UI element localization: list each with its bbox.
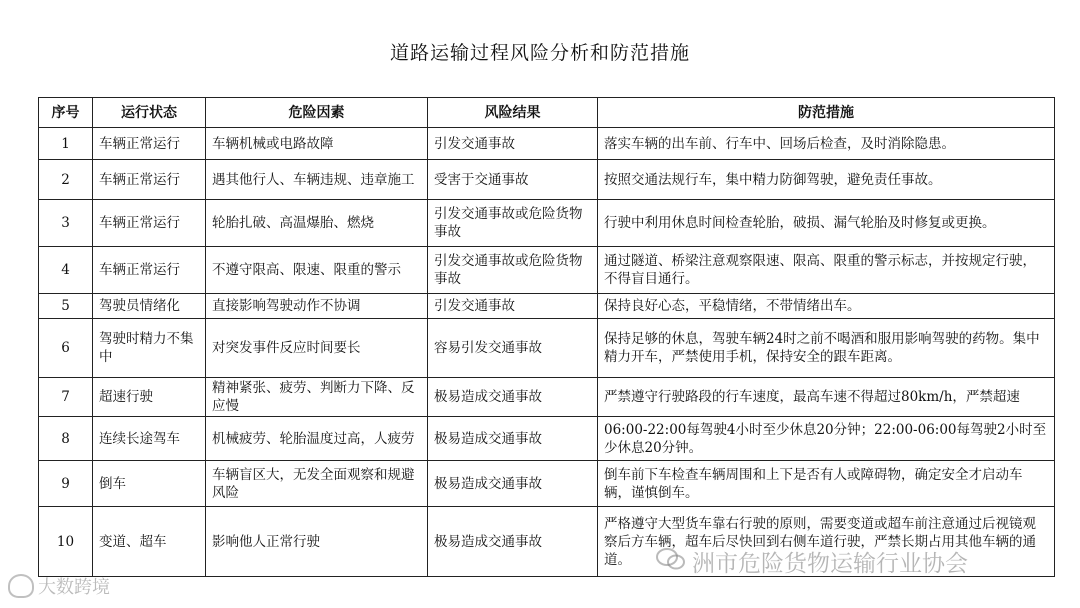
header-hazard: 危险因素: [206, 98, 428, 128]
row-measure: 倒车前下车检查车辆周围和上下是否有人或障碍物，确定安全才启动车辆，谨慎倒车。: [598, 461, 1055, 507]
row-measure: 严禁遵守行驶路段的行车速度，最高车速不得超过80km/h，严禁超速: [598, 378, 1055, 417]
row-state: 车辆正常运行: [93, 200, 206, 247]
table-row: [39, 294, 1055, 319]
row-state: 超速行驶: [93, 378, 206, 417]
table-row: [39, 247, 1055, 294]
row-hazard: 车辆盲区大，无发全面观察和规避风险: [206, 461, 428, 507]
row-hazard: 精神紧张、疲劳、判断力下降、反应慢: [206, 378, 428, 417]
page-title: 道路运输过程风险分析和防范措施: [389, 42, 690, 64]
header-state: 运行状态: [93, 98, 206, 128]
row-state: 驾驶时精力不集中: [93, 319, 206, 378]
row-result: 极易造成交通事故: [428, 461, 598, 507]
row-result: 受害于交通事故: [428, 160, 598, 200]
row-no: 9: [39, 461, 93, 507]
header-measure: 防范措施: [598, 98, 1055, 128]
table-row: [39, 461, 1055, 507]
watermark-logo-icon: [8, 574, 34, 598]
row-result: 极易造成交通事故: [428, 378, 598, 417]
table-row: [39, 417, 1055, 461]
wechat-logo-icon: [656, 547, 686, 571]
row-state: 倒车: [93, 461, 206, 507]
row-result: 容易引发交通事故: [428, 319, 598, 378]
row-result: 引发交通事故: [428, 128, 598, 160]
row-state: 变道、超车: [93, 507, 206, 577]
table-row: [39, 128, 1055, 160]
header-result: 风险结果: [428, 98, 598, 128]
row-hazard: 影响他人正常行驶: [206, 507, 428, 577]
row-hazard: 不遵守限高、限速、限重的警示: [206, 247, 428, 294]
row-result: 引发交通事故: [428, 294, 598, 319]
watermark-left: 大数跨境: [38, 577, 110, 598]
row-no: 8: [39, 417, 93, 461]
row-hazard: 遇其他行人、车辆违规、违章施工: [206, 160, 428, 200]
row-no: 2: [39, 160, 93, 200]
table-row: [39, 160, 1055, 200]
table-row: [39, 319, 1055, 378]
row-hazard: 车辆机械或电路故障: [206, 128, 428, 160]
row-no: 6: [39, 319, 93, 378]
row-result: 极易造成交通事故: [428, 507, 598, 577]
row-measure: 按照交通法规行车，集中精力防御驾驶，避免责任事故。: [598, 160, 1055, 200]
row-measure: 06:00-22:00每驾驶4小时至少休息20分钟；22:00-06:00每驾驶2小时至少休息20分钟。: [598, 417, 1055, 461]
row-state: 连续长途驾车: [93, 417, 206, 461]
table-row: [39, 200, 1055, 247]
row-no: 7: [39, 378, 93, 417]
row-measure: 通过隧道、桥梁注意观察限速、限高、限重的警示标志，并按规定行驶，不得盲目通行。: [598, 247, 1055, 294]
row-no: 3: [39, 200, 93, 247]
row-measure: 严格遵守大型货车靠右行驶的原则，需要变道或超车前注意通过后视镜观察后方车辆，超车后尽快回到右侧车道行驶，严禁长期占用其他车辆的通道。: [598, 507, 1055, 577]
table-header-row: [39, 98, 1055, 128]
risk-table: [38, 97, 1055, 577]
row-measure: 落实车辆的出车前、行车中、回场后检查，及时消除隐患。: [598, 128, 1055, 160]
row-hazard: 轮胎扎破、高温爆胎、燃烧: [206, 200, 428, 247]
row-result: 极易造成交通事故: [428, 417, 598, 461]
row-no: 1: [39, 128, 93, 160]
row-measure: 行驶中利用休息时间检查轮胎，破损、漏气轮胎及时修复或更换。: [598, 200, 1055, 247]
row-state: 车辆正常运行: [93, 128, 206, 160]
watermark-right: 洲市危险货物运输行业协会: [692, 551, 968, 577]
row-measure: 保持良好心态，平稳情绪，不带情绪出车。: [598, 294, 1055, 319]
table-row: [39, 378, 1055, 417]
row-result: 引发交通事故或危险货物事故: [428, 247, 598, 294]
row-state: 车辆正常运行: [93, 160, 206, 200]
row-state: 驾驶员情绪化: [93, 294, 206, 319]
header-no: 序号: [39, 98, 93, 128]
row-hazard: 机械疲劳、轮胎温度过高，人疲劳: [206, 417, 428, 461]
row-no: 5: [39, 294, 93, 319]
row-hazard: 直接影响驾驶动作不协调: [206, 294, 428, 319]
row-measure: 保持足够的休息，驾驶车辆24时之前不喝酒和服用影响驾驶的药物。集中精力开车，严禁使用手机，保持安全的跟车距离。: [598, 319, 1055, 378]
row-state: 车辆正常运行: [93, 247, 206, 294]
row-no: 10: [39, 507, 93, 577]
row-result: 引发交通事故或危险货物事故: [428, 200, 598, 247]
row-no: 4: [39, 247, 93, 294]
row-hazard: 对突发事件反应时间要长: [206, 319, 428, 378]
